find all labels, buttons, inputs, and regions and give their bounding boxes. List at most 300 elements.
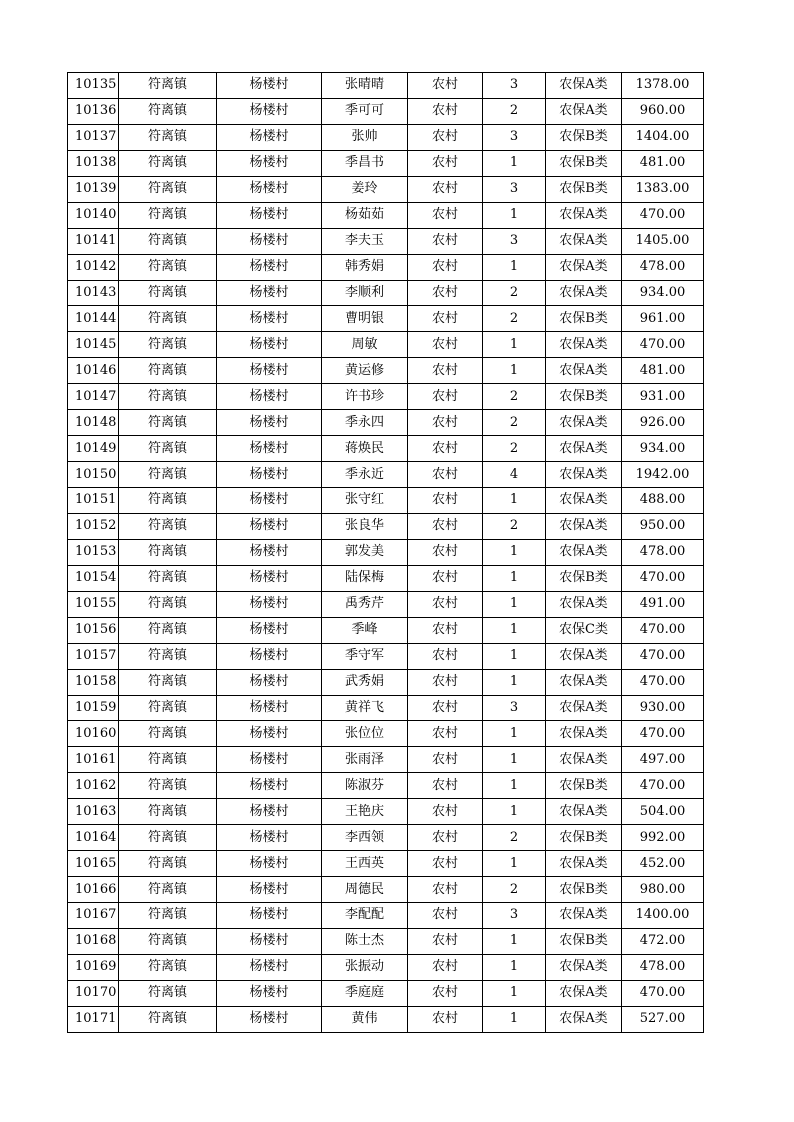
village-cell: 杨楼村: [217, 410, 322, 436]
household-count-cell: 1: [483, 928, 546, 954]
residence-type-cell: 农村: [408, 851, 483, 877]
person-name-cell: 张晴晴: [322, 73, 408, 99]
record-id-cell: 10143: [68, 280, 119, 306]
record-id-cell: 10163: [68, 799, 119, 825]
village-cell: 杨楼村: [217, 695, 322, 721]
amount-cell: 497.00: [622, 747, 704, 773]
table-row: [68, 877, 704, 903]
town-cell: 符离镇: [119, 1006, 217, 1032]
village-cell: 杨楼村: [217, 202, 322, 228]
town-cell: 符离镇: [119, 825, 217, 851]
household-count-cell: 2: [483, 513, 546, 539]
town-cell: 符离镇: [119, 980, 217, 1006]
residence-type-cell: 农村: [408, 410, 483, 436]
town-cell: 符离镇: [119, 773, 217, 799]
record-id-cell: 10142: [68, 254, 119, 280]
village-cell: 杨楼村: [217, 773, 322, 799]
town-cell: 符离镇: [119, 202, 217, 228]
table-row: [68, 799, 704, 825]
village-cell: 杨楼村: [217, 254, 322, 280]
insurance-category-cell: 农保B类: [546, 176, 622, 202]
village-cell: 杨楼村: [217, 980, 322, 1006]
table-row: [68, 124, 704, 150]
table-row: [68, 695, 704, 721]
person-name-cell: 黄祥飞: [322, 695, 408, 721]
residence-type-cell: 农村: [408, 1006, 483, 1032]
insurance-category-cell: 农保A类: [546, 851, 622, 877]
household-count-cell: 1: [483, 617, 546, 643]
household-count-cell: 2: [483, 436, 546, 462]
insurance-category-cell: 农保A类: [546, 903, 622, 929]
person-name-cell: 季昌书: [322, 150, 408, 176]
insurance-category-cell: 农保B类: [546, 825, 622, 851]
amount-cell: 1942.00: [622, 462, 704, 488]
residence-type-cell: 农村: [408, 150, 483, 176]
town-cell: 符离镇: [119, 954, 217, 980]
record-id-cell: 10152: [68, 513, 119, 539]
town-cell: 符离镇: [119, 747, 217, 773]
person-name-cell: 张守红: [322, 488, 408, 514]
household-count-cell: 1: [483, 954, 546, 980]
table-row: [68, 436, 704, 462]
residence-type-cell: 农村: [408, 436, 483, 462]
household-count-cell: 3: [483, 176, 546, 202]
residence-type-cell: 农村: [408, 332, 483, 358]
table-row: [68, 643, 704, 669]
person-name-cell: 张振动: [322, 954, 408, 980]
record-id-cell: 10170: [68, 980, 119, 1006]
village-cell: 杨楼村: [217, 73, 322, 99]
table-row: [68, 358, 704, 384]
amount-cell: 488.00: [622, 488, 704, 514]
town-cell: 符离镇: [119, 488, 217, 514]
table-row: [68, 280, 704, 306]
person-name-cell: 季可可: [322, 98, 408, 124]
household-count-cell: 3: [483, 695, 546, 721]
amount-cell: 934.00: [622, 280, 704, 306]
amount-cell: 470.00: [622, 332, 704, 358]
household-count-cell: 1: [483, 565, 546, 591]
record-id-cell: 10165: [68, 851, 119, 877]
record-id-cell: 10144: [68, 306, 119, 332]
amount-cell: 527.00: [622, 1006, 704, 1032]
amount-cell: 470.00: [622, 565, 704, 591]
household-count-cell: 1: [483, 254, 546, 280]
residence-type-cell: 农村: [408, 954, 483, 980]
record-id-cell: 10147: [68, 384, 119, 410]
table-row: [68, 669, 704, 695]
record-id-cell: 10136: [68, 98, 119, 124]
record-id-cell: 10160: [68, 721, 119, 747]
household-count-cell: 1: [483, 332, 546, 358]
record-id-cell: 10150: [68, 462, 119, 488]
town-cell: 符离镇: [119, 617, 217, 643]
record-id-cell: 10161: [68, 747, 119, 773]
table-row: [68, 1006, 704, 1032]
table-row: [68, 773, 704, 799]
record-id-cell: 10149: [68, 436, 119, 462]
person-name-cell: 李夫玉: [322, 228, 408, 254]
household-count-cell: 2: [483, 825, 546, 851]
table-row: [68, 228, 704, 254]
amount-cell: 934.00: [622, 436, 704, 462]
insurance-category-cell: 农保A类: [546, 436, 622, 462]
residence-type-cell: 农村: [408, 799, 483, 825]
village-cell: 杨楼村: [217, 747, 322, 773]
person-name-cell: 王艳庆: [322, 799, 408, 825]
amount-cell: 1400.00: [622, 903, 704, 929]
person-name-cell: 陈士杰: [322, 928, 408, 954]
village-cell: 杨楼村: [217, 903, 322, 929]
insurance-category-cell: 农保B类: [546, 928, 622, 954]
person-name-cell: 黄伟: [322, 1006, 408, 1032]
person-name-cell: 杨茹茹: [322, 202, 408, 228]
table-row: [68, 384, 704, 410]
village-cell: 杨楼村: [217, 306, 322, 332]
person-name-cell: 周德民: [322, 877, 408, 903]
residence-type-cell: 农村: [408, 825, 483, 851]
person-name-cell: 曹明银: [322, 306, 408, 332]
village-cell: 杨楼村: [217, 150, 322, 176]
household-count-cell: 1: [483, 539, 546, 565]
village-cell: 杨楼村: [217, 176, 322, 202]
town-cell: 符离镇: [119, 903, 217, 929]
record-id-cell: 10148: [68, 410, 119, 436]
household-count-cell: 1: [483, 1006, 546, 1032]
town-cell: 符离镇: [119, 254, 217, 280]
record-id-cell: 10162: [68, 773, 119, 799]
residence-type-cell: 农村: [408, 176, 483, 202]
amount-cell: 470.00: [622, 202, 704, 228]
household-count-cell: 2: [483, 306, 546, 332]
residence-type-cell: 农村: [408, 124, 483, 150]
table-row: [68, 591, 704, 617]
village-cell: 杨楼村: [217, 488, 322, 514]
village-cell: 杨楼村: [217, 721, 322, 747]
insurance-category-cell: 农保A类: [546, 747, 622, 773]
insurance-category-cell: 农保A类: [546, 488, 622, 514]
record-id-cell: 10154: [68, 565, 119, 591]
insurance-category-cell: 农保A类: [546, 462, 622, 488]
residence-type-cell: 农村: [408, 721, 483, 747]
insurance-category-cell: 农保A类: [546, 539, 622, 565]
residence-type-cell: 农村: [408, 228, 483, 254]
person-name-cell: 李顺利: [322, 280, 408, 306]
residence-type-cell: 农村: [408, 254, 483, 280]
household-count-cell: 1: [483, 488, 546, 514]
table-row: [68, 980, 704, 1006]
insurance-category-cell: 农保C类: [546, 617, 622, 643]
insurance-category-cell: 农保B类: [546, 384, 622, 410]
table-row: [68, 73, 704, 99]
record-id-cell: 10151: [68, 488, 119, 514]
residence-type-cell: 农村: [408, 280, 483, 306]
table-row: [68, 150, 704, 176]
residence-type-cell: 农村: [408, 488, 483, 514]
village-cell: 杨楼村: [217, 591, 322, 617]
table-row: [68, 721, 704, 747]
village-cell: 杨楼村: [217, 332, 322, 358]
table-row: [68, 617, 704, 643]
town-cell: 符离镇: [119, 436, 217, 462]
amount-cell: 481.00: [622, 150, 704, 176]
village-cell: 杨楼村: [217, 358, 322, 384]
person-name-cell: 陆保梅: [322, 565, 408, 591]
person-name-cell: 张帅: [322, 124, 408, 150]
insurance-category-cell: 农保A类: [546, 513, 622, 539]
household-count-cell: 3: [483, 73, 546, 99]
town-cell: 符离镇: [119, 306, 217, 332]
insurance-category-cell: 农保A类: [546, 695, 622, 721]
household-count-cell: 1: [483, 799, 546, 825]
amount-cell: 1404.00: [622, 124, 704, 150]
household-count-cell: 1: [483, 773, 546, 799]
amount-cell: 472.00: [622, 928, 704, 954]
person-name-cell: 李配配: [322, 903, 408, 929]
person-name-cell: 张雨泽: [322, 747, 408, 773]
village-cell: 杨楼村: [217, 617, 322, 643]
insurance-category-cell: 农保A类: [546, 799, 622, 825]
record-id-cell: 10146: [68, 358, 119, 384]
town-cell: 符离镇: [119, 73, 217, 99]
table-row: [68, 254, 704, 280]
table-row: [68, 513, 704, 539]
town-cell: 符离镇: [119, 591, 217, 617]
table-row: [68, 954, 704, 980]
amount-cell: 481.00: [622, 358, 704, 384]
village-cell: 杨楼村: [217, 643, 322, 669]
amount-cell: 504.00: [622, 799, 704, 825]
village-cell: 杨楼村: [217, 669, 322, 695]
town-cell: 符离镇: [119, 280, 217, 306]
town-cell: 符离镇: [119, 124, 217, 150]
record-id-cell: 10164: [68, 825, 119, 851]
person-name-cell: 韩秀娟: [322, 254, 408, 280]
amount-cell: 980.00: [622, 877, 704, 903]
record-id-cell: 10171: [68, 1006, 119, 1032]
town-cell: 符离镇: [119, 462, 217, 488]
amount-cell: 470.00: [622, 773, 704, 799]
table-row: [68, 462, 704, 488]
residence-type-cell: 农村: [408, 617, 483, 643]
insurance-category-cell: 农保B类: [546, 306, 622, 332]
town-cell: 符离镇: [119, 669, 217, 695]
town-cell: 符离镇: [119, 539, 217, 565]
village-cell: 杨楼村: [217, 565, 322, 591]
amount-cell: 926.00: [622, 410, 704, 436]
town-cell: 符离镇: [119, 799, 217, 825]
village-cell: 杨楼村: [217, 98, 322, 124]
insurance-category-cell: 农保B类: [546, 150, 622, 176]
amount-cell: 961.00: [622, 306, 704, 332]
village-cell: 杨楼村: [217, 228, 322, 254]
residence-type-cell: 农村: [408, 773, 483, 799]
person-name-cell: 王西英: [322, 851, 408, 877]
amount-cell: 478.00: [622, 954, 704, 980]
village-cell: 杨楼村: [217, 877, 322, 903]
amount-cell: 992.00: [622, 825, 704, 851]
amount-cell: 960.00: [622, 98, 704, 124]
insurance-category-cell: 农保A类: [546, 1006, 622, 1032]
person-name-cell: 武秀娟: [322, 669, 408, 695]
village-cell: 杨楼村: [217, 124, 322, 150]
record-id-cell: 10156: [68, 617, 119, 643]
person-name-cell: 季永近: [322, 462, 408, 488]
amount-cell: 470.00: [622, 617, 704, 643]
table-row: [68, 332, 704, 358]
household-count-cell: 3: [483, 903, 546, 929]
household-count-cell: 1: [483, 747, 546, 773]
record-id-cell: 10138: [68, 150, 119, 176]
residence-type-cell: 农村: [408, 462, 483, 488]
town-cell: 符离镇: [119, 150, 217, 176]
town-cell: 符离镇: [119, 228, 217, 254]
town-cell: 符离镇: [119, 384, 217, 410]
town-cell: 符离镇: [119, 98, 217, 124]
residence-type-cell: 农村: [408, 306, 483, 332]
person-name-cell: 张良华: [322, 513, 408, 539]
household-count-cell: 1: [483, 150, 546, 176]
table-row: [68, 825, 704, 851]
amount-cell: 478.00: [622, 539, 704, 565]
insurance-category-cell: 农保A类: [546, 410, 622, 436]
household-count-cell: 1: [483, 721, 546, 747]
person-name-cell: 季永四: [322, 410, 408, 436]
residence-type-cell: 农村: [408, 539, 483, 565]
record-id-cell: 10140: [68, 202, 119, 228]
insurance-category-cell: 农保A类: [546, 202, 622, 228]
residence-type-cell: 农村: [408, 903, 483, 929]
person-name-cell: 张位位: [322, 721, 408, 747]
insurance-category-cell: 农保A类: [546, 591, 622, 617]
village-cell: 杨楼村: [217, 280, 322, 306]
insurance-category-cell: 农保B类: [546, 877, 622, 903]
amount-cell: 1378.00: [622, 73, 704, 99]
insurance-category-cell: 农保B类: [546, 124, 622, 150]
record-id-cell: 10159: [68, 695, 119, 721]
insurance-category-cell: 农保A类: [546, 254, 622, 280]
record-id-cell: 10141: [68, 228, 119, 254]
village-cell: 杨楼村: [217, 799, 322, 825]
insurance-category-cell: 农保A类: [546, 280, 622, 306]
amount-cell: 930.00: [622, 695, 704, 721]
record-id-cell: 10153: [68, 539, 119, 565]
village-cell: 杨楼村: [217, 539, 322, 565]
table-row: [68, 747, 704, 773]
residence-type-cell: 农村: [408, 928, 483, 954]
town-cell: 符离镇: [119, 877, 217, 903]
town-cell: 符离镇: [119, 565, 217, 591]
household-count-cell: 3: [483, 124, 546, 150]
residence-type-cell: 农村: [408, 98, 483, 124]
person-name-cell: 李西领: [322, 825, 408, 851]
village-cell: 杨楼村: [217, 825, 322, 851]
household-count-cell: 1: [483, 591, 546, 617]
insurance-category-cell: 农保A类: [546, 358, 622, 384]
amount-cell: 452.00: [622, 851, 704, 877]
table-row: [68, 98, 704, 124]
town-cell: 符离镇: [119, 643, 217, 669]
person-name-cell: 禹秀芹: [322, 591, 408, 617]
record-id-cell: 10135: [68, 73, 119, 99]
record-id-cell: 10137: [68, 124, 119, 150]
person-name-cell: 郭发美: [322, 539, 408, 565]
amount-cell: 470.00: [622, 669, 704, 695]
record-id-cell: 10139: [68, 176, 119, 202]
residence-type-cell: 农村: [408, 202, 483, 228]
insurance-category-cell: 农保B类: [546, 773, 622, 799]
village-cell: 杨楼村: [217, 384, 322, 410]
household-count-cell: 1: [483, 358, 546, 384]
table-row: [68, 928, 704, 954]
village-cell: 杨楼村: [217, 1006, 322, 1032]
table-row: [68, 539, 704, 565]
record-id-cell: 10168: [68, 928, 119, 954]
insurance-category-cell: 农保A类: [546, 954, 622, 980]
person-name-cell: 周敏: [322, 332, 408, 358]
household-count-cell: 2: [483, 98, 546, 124]
amount-cell: 950.00: [622, 513, 704, 539]
table-row: [68, 903, 704, 929]
residence-type-cell: 农村: [408, 73, 483, 99]
town-cell: 符离镇: [119, 695, 217, 721]
amount-cell: 470.00: [622, 980, 704, 1006]
amount-cell: 1405.00: [622, 228, 704, 254]
town-cell: 符离镇: [119, 332, 217, 358]
person-name-cell: 姜玲: [322, 176, 408, 202]
insurance-category-cell: 农保A类: [546, 332, 622, 358]
household-count-cell: 2: [483, 877, 546, 903]
insurance-category-cell: 农保B类: [546, 565, 622, 591]
person-name-cell: 蒋焕民: [322, 436, 408, 462]
table-row: [68, 176, 704, 202]
residence-type-cell: 农村: [408, 877, 483, 903]
table-row: [68, 565, 704, 591]
person-name-cell: 陈淑芬: [322, 773, 408, 799]
person-name-cell: 许书珍: [322, 384, 408, 410]
residence-type-cell: 农村: [408, 980, 483, 1006]
residence-type-cell: 农村: [408, 643, 483, 669]
residence-type-cell: 农村: [408, 513, 483, 539]
town-cell: 符离镇: [119, 513, 217, 539]
residence-type-cell: 农村: [408, 358, 483, 384]
insurance-category-cell: 农保A类: [546, 98, 622, 124]
household-count-cell: 1: [483, 980, 546, 1006]
record-id-cell: 10167: [68, 903, 119, 929]
record-id-cell: 10158: [68, 669, 119, 695]
household-count-cell: 2: [483, 280, 546, 306]
town-cell: 符离镇: [119, 928, 217, 954]
person-name-cell: 黄运修: [322, 358, 408, 384]
village-cell: 杨楼村: [217, 928, 322, 954]
record-id-cell: 10166: [68, 877, 119, 903]
residence-type-cell: 农村: [408, 591, 483, 617]
household-count-cell: 4: [483, 462, 546, 488]
record-id-cell: 10169: [68, 954, 119, 980]
village-cell: 杨楼村: [217, 954, 322, 980]
records-table: [67, 72, 704, 1033]
records-body: [68, 73, 704, 1033]
table-row: [68, 488, 704, 514]
table-row: [68, 410, 704, 436]
table-row: [68, 202, 704, 228]
amount-cell: 478.00: [622, 254, 704, 280]
table-row: [68, 851, 704, 877]
amount-cell: 491.00: [622, 591, 704, 617]
amount-cell: 470.00: [622, 643, 704, 669]
household-count-cell: 2: [483, 410, 546, 436]
residence-type-cell: 农村: [408, 384, 483, 410]
